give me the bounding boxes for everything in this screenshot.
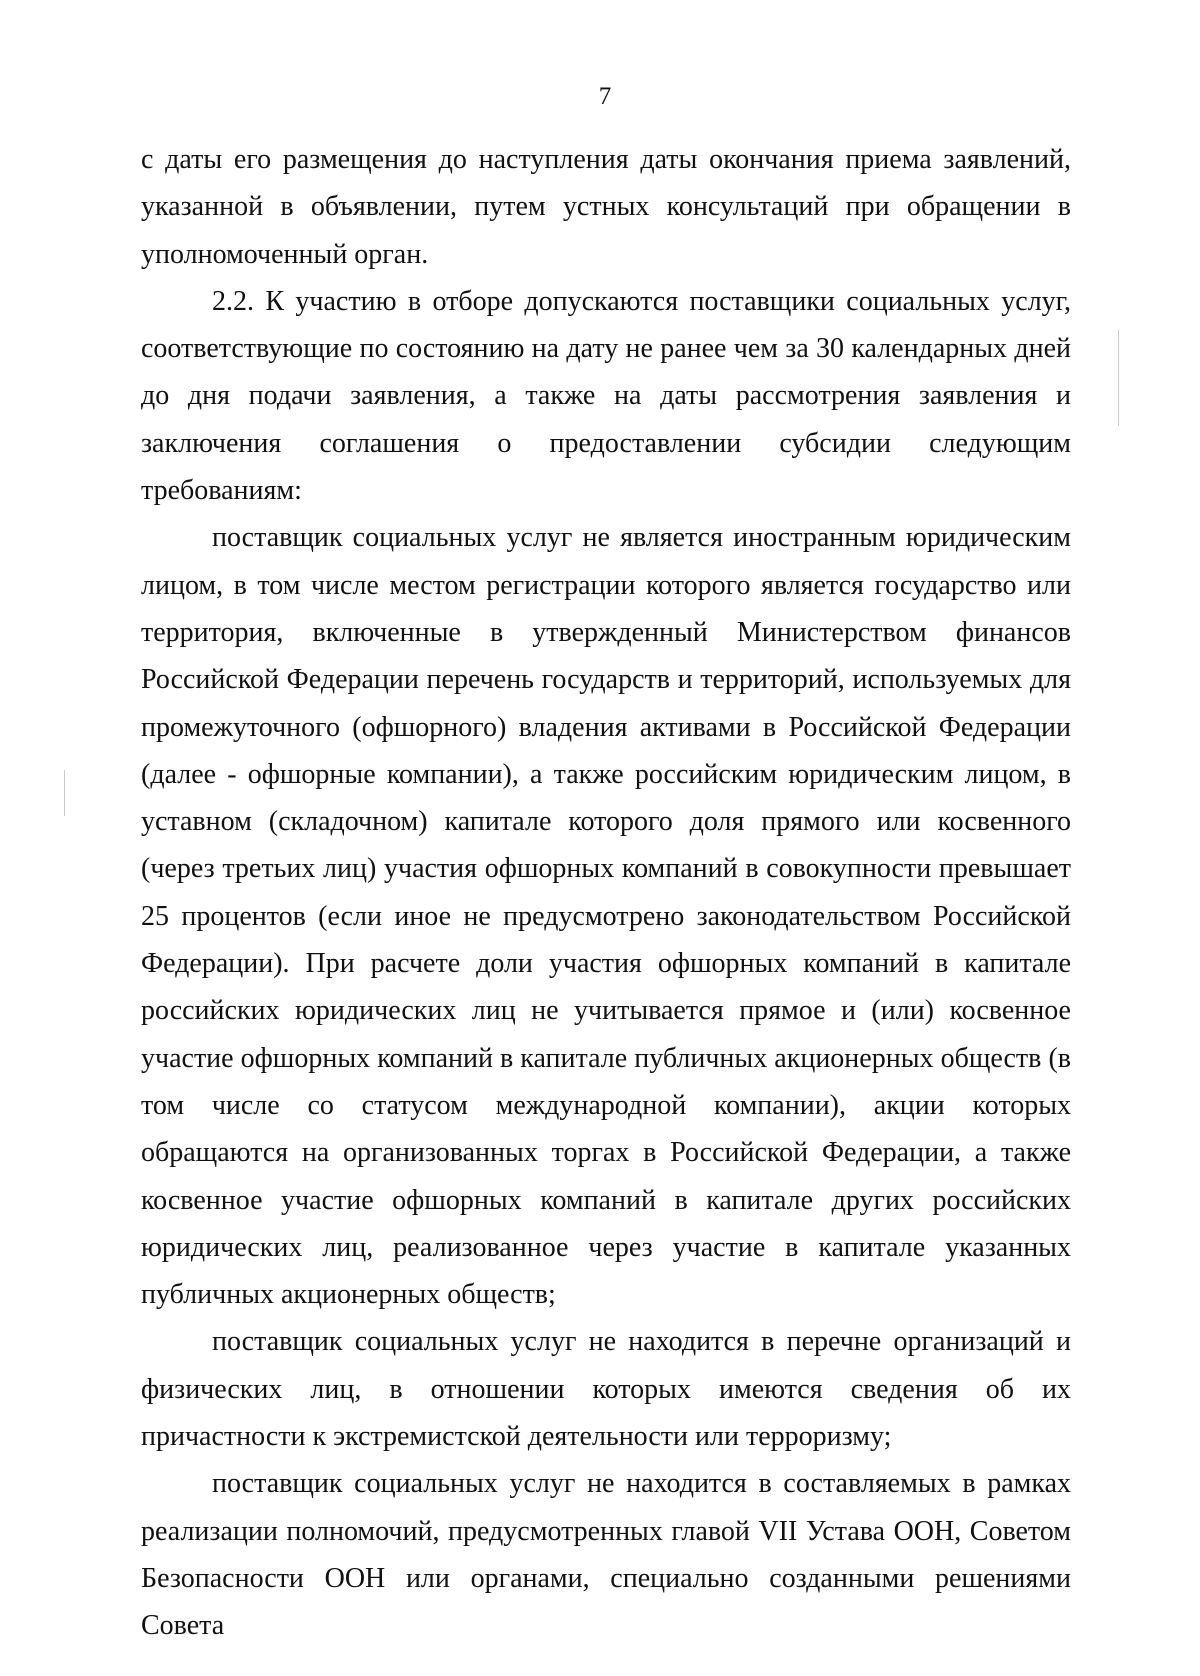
paragraph-continuation: с даты его размещения до наступления даты окончания приема заявлений, указанной в объявлении, путем устных консультаций при обращении в уполномоченный орган. <box>141 144 1071 270</box>
paragraph-extremism-requirement: поставщик социальных услуг не находится в перечне организаций и физических лиц, в отношении которых имеются сведения об их причастности к экстремистской деятельности или терроризму; <box>141 1326 1071 1453</box>
scan-artifact-line <box>1118 330 1119 426</box>
paragraph-un-sanctions-requirement: поставщик социальных услуг не находится в составляемых в рамках реализации полномочий, предусмотренных главой VII Устава ООН, Советом Безопасности ООН или органами, специально созданными решениями Совета <box>141 1468 1071 1642</box>
document-body <box>141 136 1071 1650</box>
paragraph-section-2-2: 2.2. К участию в отборе допускаются поставщики социальных услуг, соответствующие по состоянию на дату не ранее чем за 30 календарных дней до дня подачи заявления, а также на даты рассмотрения заявления и заключения соглашения о предоставлении субсидии следующим требованиям: <box>141 285 1071 507</box>
paragraph-offshore-requirement: поставщик социальных услуг не является иностранным юридическим лицом, в том числе местом регистрации которого является государство или территория, включенные в утвержденный Министерством финансов Российской Федерации перечень государств и территорий, используемых для промежуточного (офшорного) владения активами в Российской Федерации (далее - офшорные компании), а также российским юридическим лицом, в уставном (складочном) капитале которого доля прямого или косвенного (через третьих лиц) участия офшорных компаний в совокупности превышает 25 процентов (если иное не предусмотрено законодательством Российской Федерации). При расчете доли участия офшорных компаний в капитале российских юридических лиц не учитывается прямое и (или) косвенное участие офшорных компаний в капитале публичных акционерных обществ (в том числе со статусом международной компании), акции которых обращаются на организованных торгах в Российской Федерации, а также косвенное участие офшорных компаний в капитале других российских юридических лиц, реализованное через участие в капитале указанных публичных акционерных обществ; <box>141 522 1071 1311</box>
scan-artifact-line <box>64 770 65 816</box>
page-number: 7 <box>598 83 612 110</box>
